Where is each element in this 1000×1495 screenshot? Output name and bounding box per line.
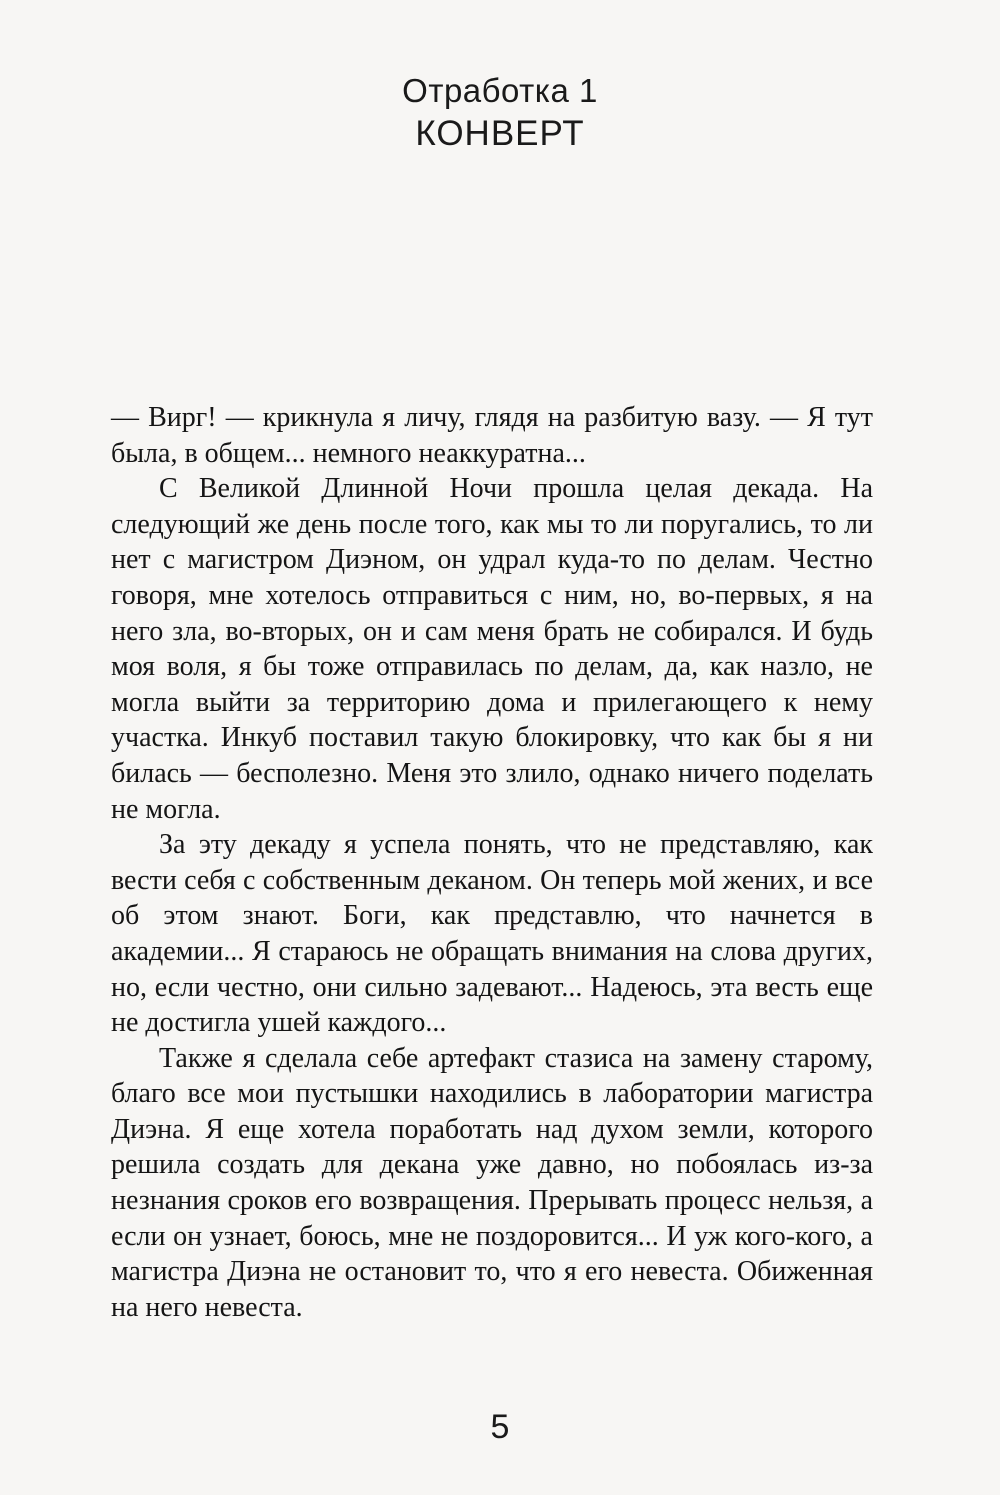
body-text — [111, 400, 873, 1325]
paragraph: Также я сделала себе артефакт стазиса на замену старому, благо все мои пустышки находились в лаборатории магистра Диэна. Я еще хотела поработать над духом земли, которого решила создать для декана уже давно, но побоялась из-за незнания сроков его возвращения. Прерывать процесс нельзя, а если он узнает, боюсь, мне не поздоровится... И уж кого-кого, а магистра Диэна не остановит то, что я его невеста. Обиженная на него невеста. — [111, 1042, 873, 1323]
chapter-label: Отработка 1 — [402, 72, 598, 109]
chapter-header — [0, 70, 1000, 156]
chapter-title: КОНВЕРТ — [415, 114, 585, 153]
paragraph: За эту декаду я успела понять, что не представляю, как вести себя с собственным деканом. Он теперь мой жених, и все об этом знают. Боги, как представлю, что начнется в академии... Я стараюсь не обращать внимания на слова других, но, если честно, они сильно задевают... Надеюсь, эта весть еще не достигла ушей каждого... — [111, 829, 873, 1039]
paragraph: С Великой Длинной Ночи прошла целая декада. На следующий же день после того, как мы то ли поругались, то ли нет с магистром Диэном, он удрал куда-то по делам. Честно говоря, мне хотелось отправиться с ним, но, во-первых, я на него зла, во-вторых, он и сам меня брать не собирался. И будь моя воля, я бы тоже отправилась по делам, да, как назло, не могла выйти за территорию дома и прилегающего к нему участка. Инкуб поставил такую блокировку, что как бы я ни билась — бесполезно. Меня это злило, однако ничего поделать не могла. — [111, 473, 873, 825]
page-number: 5 — [490, 1408, 510, 1446]
paragraph: — Вирг! — крикнула я личу, глядя на разбитую вазу. — Я тут была, в общем... немного неаккуратна... — [111, 402, 873, 469]
